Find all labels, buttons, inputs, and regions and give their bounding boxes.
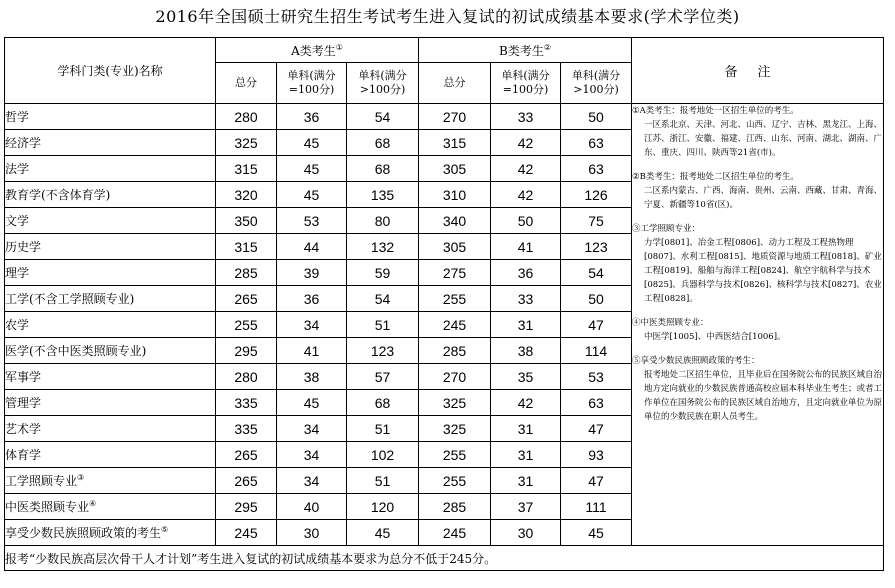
b-single100-cell: 38 — [491, 338, 561, 364]
subject-name: 法学 — [5, 156, 216, 182]
b-singlegt100-cell: 126 — [561, 182, 632, 208]
subject-name: 理学 — [5, 260, 216, 286]
a-total-cell: 335 — [216, 390, 277, 416]
a-total-cell: 320 — [216, 182, 277, 208]
a-total-cell: 295 — [216, 338, 277, 364]
note-text: 二区系内蒙古、广西、海南、贵州、云南、西藏、甘肃、青海、宁夏、新疆等10省(区)。 — [644, 186, 883, 210]
a-single100-cell: 34 — [277, 442, 347, 468]
a-single100-cell: 36 — [277, 104, 347, 130]
b-singlegt100-cell: 111 — [561, 494, 632, 520]
note-heading: ④中医类照顾专业： — [632, 318, 709, 328]
a-total-cell: 255 — [216, 312, 277, 338]
b-single100-cell: 50 — [491, 208, 561, 234]
note-heading: ②B类考生：报考地处二区招生单位的考生。 — [632, 172, 799, 182]
b-single100-cell: 31 — [491, 312, 561, 338]
a-singlegt100-cell: 80 — [347, 208, 419, 234]
subject-name: 中医类照顾专业④ — [5, 494, 216, 520]
b-single100-cell: 37 — [491, 494, 561, 520]
b-singlegt100-cell: 63 — [561, 390, 632, 416]
a-total-cell: 265 — [216, 468, 277, 494]
a-singlegt100-cell: 68 — [347, 130, 419, 156]
a-single100-cell: 40 — [277, 494, 347, 520]
b-single100-cell: 42 — [491, 390, 561, 416]
a-single100-cell: 45 — [277, 390, 347, 416]
a-single100-cell: 41 — [277, 338, 347, 364]
a-single100-cell: 30 — [277, 520, 347, 546]
b-total-cell: 255 — [419, 286, 491, 312]
a-single100-cell: 45 — [277, 156, 347, 182]
a-total-cell: 285 — [216, 260, 277, 286]
subject-name: 医学(不含中医类照顾专业) — [5, 338, 216, 364]
b-single100-header: 单科(满分=100分) — [491, 63, 561, 104]
group-b-header: B类考生② — [419, 38, 632, 63]
subject-name: 艺术学 — [5, 416, 216, 442]
subject-name: 工学(不含工学照顾专业) — [5, 286, 216, 312]
b-singlegt100-cell: 54 — [561, 260, 632, 286]
note-block — [632, 222, 883, 306]
subject-name: 文学 — [5, 208, 216, 234]
note-block — [632, 316, 883, 344]
a-singlegt100-cell: 54 — [347, 286, 419, 312]
b-total-cell: 255 — [419, 442, 491, 468]
a-single100-header: 单科(满分=100分) — [277, 63, 347, 104]
a-single100-cell: 36 — [277, 286, 347, 312]
b-singlegt100-cell: 45 — [561, 520, 632, 546]
b-singlegt100-cell: 53 — [561, 364, 632, 390]
a-total-cell: 265 — [216, 286, 277, 312]
a-singlegt100-cell: 120 — [347, 494, 419, 520]
subject-name: 历史学 — [5, 234, 216, 260]
subject-name: 哲学 — [5, 104, 216, 130]
note-heading: ③工学照顾专业： — [632, 224, 701, 234]
b-single100-cell: 41 — [491, 234, 561, 260]
b-singlegt100-cell: 47 — [561, 312, 632, 338]
a-single100-cell: 34 — [277, 312, 347, 338]
subject-name: 体育学 — [5, 442, 216, 468]
a-singlegt100-cell: 59 — [347, 260, 419, 286]
score-table — [4, 37, 884, 571]
b-total-header: 总分 — [419, 63, 491, 104]
b-total-cell: 255 — [419, 468, 491, 494]
b-total-cell: 270 — [419, 364, 491, 390]
subject-name: 农学 — [5, 312, 216, 338]
b-total-cell: 310 — [419, 182, 491, 208]
notes-header: 备注 — [632, 38, 884, 104]
b-singlegt100-cell: 75 — [561, 208, 632, 234]
a-singlegt100-cell: 123 — [347, 338, 419, 364]
note-text: 报考地处二区招生单位，且毕业后在国务院公布的民族区域自治地方定向就业的少数民族普通高校应届本科毕业生考生；或者工作单位在国务院公布的民族区域自治地方，且定向就业单位为原单位的少数民族在职人员考生。 — [644, 370, 883, 422]
group-a-header: A类考生① — [216, 38, 419, 63]
a-singlegt100-cell: 51 — [347, 312, 419, 338]
a-single100-cell: 34 — [277, 468, 347, 494]
b-single100-cell: 42 — [491, 130, 561, 156]
b-single100-cell: 31 — [491, 416, 561, 442]
b-total-cell: 315 — [419, 130, 491, 156]
b-single100-cell: 42 — [491, 182, 561, 208]
note-block — [632, 170, 883, 212]
b-singlegt100-cell: 123 — [561, 234, 632, 260]
note-block — [632, 104, 883, 160]
a-single100-cell: 39 — [277, 260, 347, 286]
table-row — [5, 104, 884, 130]
a-singlegt100-header: 单科(满分>100分) — [347, 63, 419, 104]
b-single100-cell: 33 — [491, 104, 561, 130]
a-total-cell: 265 — [216, 442, 277, 468]
a-singlegt100-cell: 57 — [347, 364, 419, 390]
b-total-cell: 325 — [419, 416, 491, 442]
notes-cell — [632, 104, 884, 546]
a-total-cell: 335 — [216, 416, 277, 442]
a-singlegt100-cell: 102 — [347, 442, 419, 468]
b-singlegt100-cell: 63 — [561, 130, 632, 156]
a-single100-cell: 45 — [277, 130, 347, 156]
note-heading: ⑤享受少数民族照顾政策的考生： — [632, 356, 760, 366]
b-total-cell: 275 — [419, 260, 491, 286]
b-single100-cell: 30 — [491, 520, 561, 546]
b-single100-cell: 33 — [491, 286, 561, 312]
a-total-header: 总分 — [216, 63, 277, 104]
a-singlegt100-cell: 135 — [347, 182, 419, 208]
a-total-cell: 350 — [216, 208, 277, 234]
note-text: 中医学[1005]、中西医结合[1006]。 — [644, 332, 786, 342]
b-single100-cell: 36 — [491, 260, 561, 286]
a-total-cell: 315 — [216, 234, 277, 260]
a-singlegt100-cell: 45 — [347, 520, 419, 546]
a-total-cell: 245 — [216, 520, 277, 546]
note-heading: ①A类考生：报考地处一区招生单位的考生。 — [632, 106, 799, 116]
a-single100-cell: 53 — [277, 208, 347, 234]
a-singlegt100-cell: 51 — [347, 416, 419, 442]
b-total-cell: 270 — [419, 104, 491, 130]
footer-note: 报考“少数民族高层次骨干人才计划”考生进入复试的初试成绩基本要求为总分不低于245分。 — [5, 546, 884, 571]
subject-name: 军事学 — [5, 364, 216, 390]
a-single100-cell: 45 — [277, 182, 347, 208]
b-total-cell: 325 — [419, 390, 491, 416]
a-single100-cell: 38 — [277, 364, 347, 390]
b-singlegt100-cell: 47 — [561, 416, 632, 442]
a-single100-cell: 44 — [277, 234, 347, 260]
a-total-cell: 280 — [216, 104, 277, 130]
a-singlegt100-cell: 54 — [347, 104, 419, 130]
subject-header: 学科门类(专业)名称 — [5, 38, 216, 104]
note-block — [632, 354, 883, 424]
subject-name: 经济学 — [5, 130, 216, 156]
a-total-cell: 315 — [216, 156, 277, 182]
a-singlegt100-cell: 68 — [347, 390, 419, 416]
b-singlegt100-cell: 114 — [561, 338, 632, 364]
b-total-cell: 245 — [419, 312, 491, 338]
a-total-cell: 280 — [216, 364, 277, 390]
b-singlegt100-cell: 93 — [561, 442, 632, 468]
b-single100-cell: 31 — [491, 468, 561, 494]
page-title: 2016年全国硕士研究生招生考试考生进入复试的初试成绩基本要求(学术学位类) — [155, 7, 740, 26]
b-single100-cell: 42 — [491, 156, 561, 182]
b-singlegt100-header: 单科(满分>100分) — [561, 63, 632, 104]
b-singlegt100-cell: 50 — [561, 104, 632, 130]
subject-name: 工学照顾专业③ — [5, 468, 216, 494]
b-single100-cell: 31 — [491, 442, 561, 468]
a-singlegt100-cell: 132 — [347, 234, 419, 260]
b-total-cell: 285 — [419, 338, 491, 364]
a-single100-cell: 34 — [277, 416, 347, 442]
note-text: 力学[0801]、冶金工程[0806]、动力工程及工程热物理[0807]、水利工程[0815]、地质资源与地质工程[0818]、矿业工程[0819]、船舶与海洋工程[0824]、航空宇航科学与技术[0825]、兵器科学与技术[0826]、核科学与技术[0827]、农业工程[0828]。 — [644, 238, 882, 304]
a-total-cell: 325 — [216, 130, 277, 156]
b-total-cell: 305 — [419, 156, 491, 182]
note-text: 一区系北京、天津、河北、山西、辽宁、吉林、黑龙江、上海、江苏、浙江、安徽、福建、江西、山东、河南、湖北、湖南、广东、重庆、四川、陕西等21省(市)。 — [644, 120, 883, 158]
b-singlegt100-cell: 63 — [561, 156, 632, 182]
a-singlegt100-cell: 51 — [347, 468, 419, 494]
b-single100-cell: 35 — [491, 364, 561, 390]
subject-name: 管理学 — [5, 390, 216, 416]
a-total-cell: 295 — [216, 494, 277, 520]
b-total-cell: 245 — [419, 520, 491, 546]
a-singlegt100-cell: 68 — [347, 156, 419, 182]
b-total-cell: 305 — [419, 234, 491, 260]
b-total-cell: 285 — [419, 494, 491, 520]
subject-name: 教育学(不含体育学) — [5, 182, 216, 208]
b-singlegt100-cell: 50 — [561, 286, 632, 312]
b-total-cell: 340 — [419, 208, 491, 234]
b-singlegt100-cell: 47 — [561, 468, 632, 494]
subject-name: 享受少数民族照顾政策的考生⑤ — [5, 520, 216, 546]
